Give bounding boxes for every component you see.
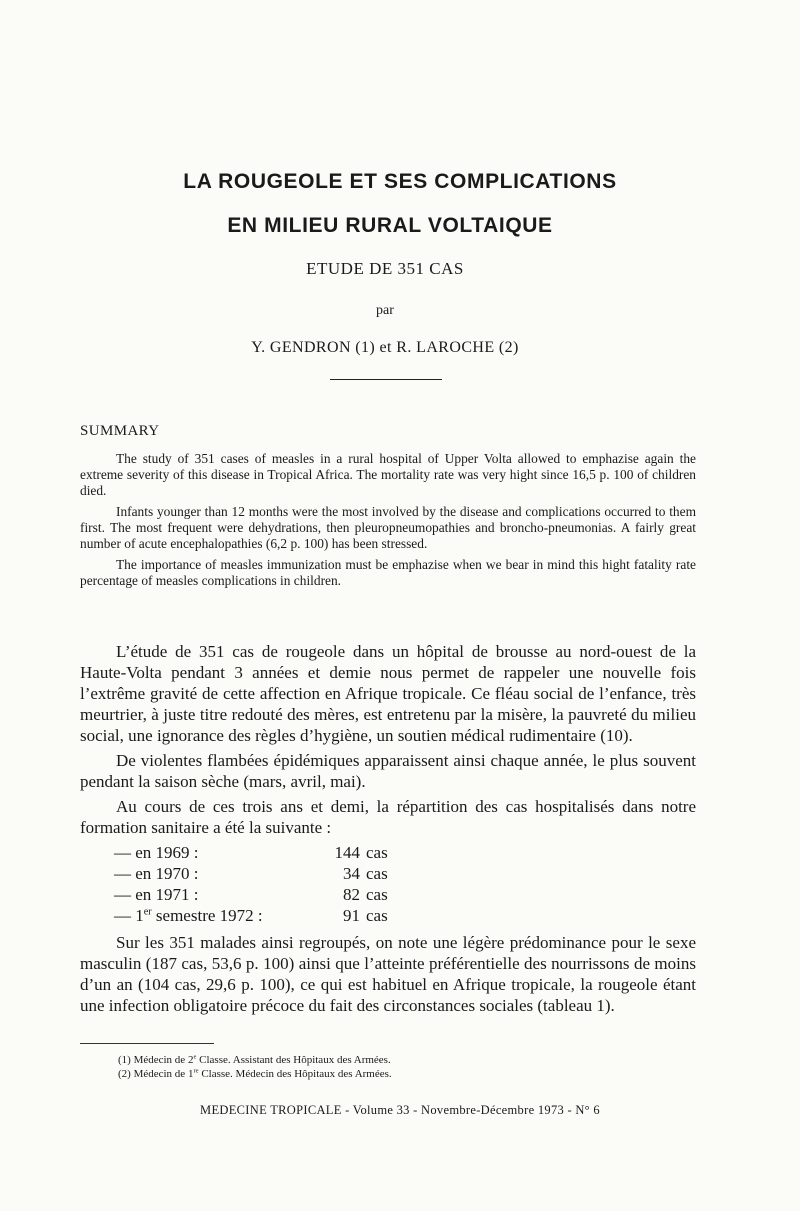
summary-paragraph: The study of 351 cases of measles in a rural hospital of Upper Volta allowed to emphazise again the extreme severity of this disease in Tropical Africa. The mortality rate was very hight since 16,5 p. 100 of children died. (80, 451, 696, 498)
case-unit: cas (366, 885, 388, 904)
body-paragraph: Sur les 351 malades ainsi regroupés, on note une légère prédominance pour le sexe masculin (187 cas, 53,6 p. 100) ainsi que l’atteinte préférentielle des nourrissons de moins d’un an (104 cas, 29,6 p. 100), ce qui est habituel en Afrique tropicale, la rougeole étant une infection obligatoire précoce du fait des circonstances sociales (tableau 1). (80, 933, 696, 1015)
article-subtitle: ETUDE DE 351 CAS (306, 259, 464, 278)
case-count: 34 (343, 864, 360, 883)
cases-by-year-list (80, 842, 696, 926)
summary-paragraph: The importance of measles immunization must be emphazise when we bear in mind this hight fatality rate percentage of measles complications in children. (80, 557, 696, 588)
by-label: par (376, 303, 394, 318)
year-label: — en 1969 : (114, 843, 199, 862)
authors: Y. GENDRON (1) et R. LAROCHE (2) (251, 339, 519, 356)
semester-text: semestre 1972 : (151, 906, 263, 925)
semester-ordinal: er (143, 906, 152, 918)
body-paragraph: De violentes flambées épidémiques apparaissent ainsi chaque année, le plus souvent pendant la saison sèche (mars, avril, mai). (80, 751, 696, 791)
summary-paragraph: Infants younger than 12 months were the most involved by the disease and complications occurred to them first. The most frequent were dehydrations, then pleuropneumopathies and broncho-pneumonias. A fairly great number of acute encephalopathies (6,2 p. 100) has been stressed. (80, 504, 696, 551)
article-title-line-2: EN MILIEU RURAL VOLTAIQUE (227, 214, 553, 237)
footnote-1 (118, 1053, 392, 1067)
case-count: 91 (343, 906, 360, 925)
list-item (80, 905, 696, 926)
footnote-text: (1) Médecin de 2 (118, 1054, 194, 1066)
footnote-2 (118, 1067, 392, 1081)
year-label: — en 1970 : (114, 864, 199, 883)
journal-footer: MEDECINE TROPICALE - Volume 33 - Novembre-Décembre 1973 - N° 6 (200, 1103, 600, 1117)
semester-label (80, 905, 320, 926)
list-item (80, 842, 696, 863)
article-body (80, 641, 696, 1020)
footnote-divider (80, 1043, 214, 1044)
footnote-ordinal: re (193, 1067, 199, 1075)
list-item (80, 863, 696, 884)
case-unit: cas (366, 843, 388, 862)
semester-dash: — 1 (114, 906, 144, 925)
footnote-ordinal: e (193, 1053, 197, 1061)
article-title-line-1: LA ROUGEOLE ET SES COMPLICATIONS (183, 170, 617, 193)
body-paragraph: L’étude de 351 cas de rougeole dans un hôpital de brousse au nord-ouest de la Haute-Volta pendant 3 années et demie nous permet de rappeler une nouvelle fois l’extrême gravité de cette affection en Afrique tropicale. Ce fléau social de l’enfance, très meurtrier, à juste titre redouté des mères, est entretenu par la misère, la pauvreté du milieu social, une ignorance des règles d’hygiène, un soutien médical rudimentaire (10). (80, 642, 696, 745)
body-paragraph: Au cours de ces trois ans et demi, la répartition des cas hospitalisés dans notre formation sanitaire a été la suivante : (80, 797, 696, 837)
footnote-text: (2) Médecin de 1 (118, 1068, 194, 1080)
case-count: 144 (334, 843, 360, 862)
summary-heading: SUMMARY (80, 423, 160, 439)
title-divider (330, 379, 442, 380)
footnote-text: Classe. Assistant des Hôpitaux des Armées. (196, 1054, 391, 1066)
case-unit: cas (366, 906, 388, 925)
case-count: 82 (343, 885, 360, 904)
list-item (80, 884, 696, 905)
year-label: — en 1971 : (114, 885, 199, 904)
footnotes (118, 1053, 392, 1081)
summary-section (80, 451, 696, 594)
footnote-text: Classe. Médecin des Hôpitaux des Armées. (198, 1068, 392, 1080)
case-unit: cas (366, 864, 388, 883)
